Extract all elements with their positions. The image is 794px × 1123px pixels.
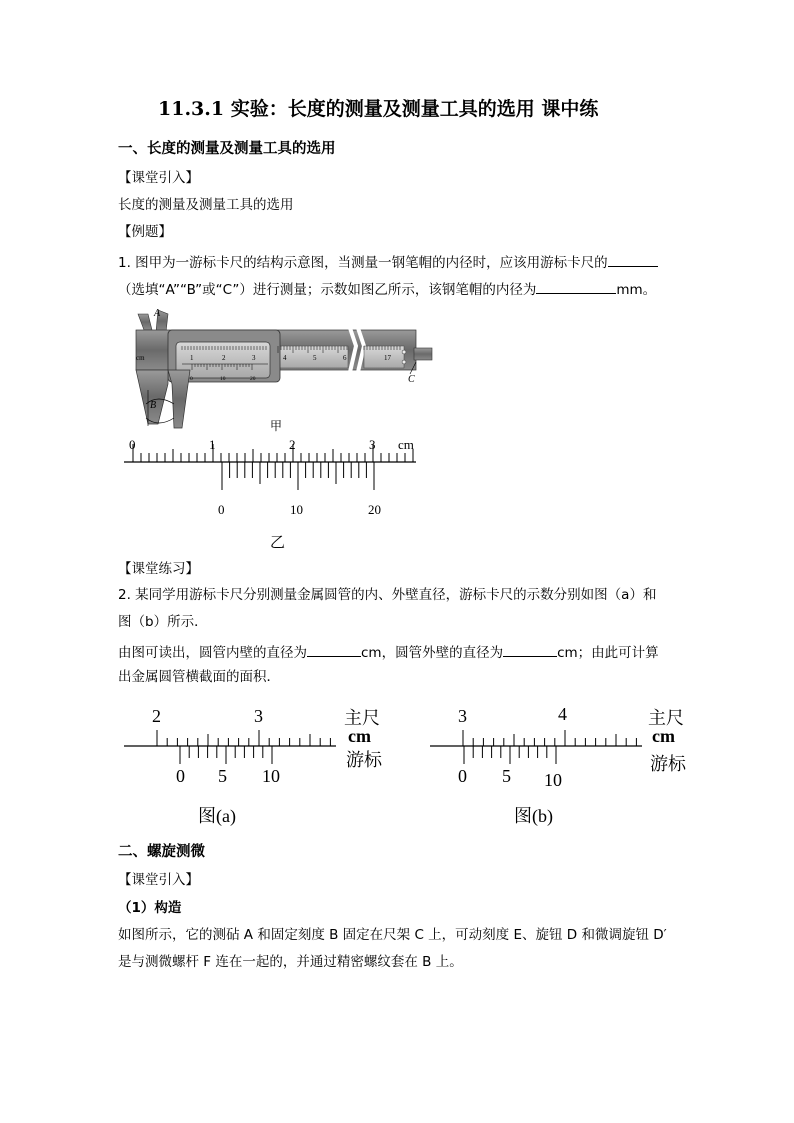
a-zhuchi: 主尺 [344,708,380,728]
tag-intro: 【课堂引入】 [118,170,199,186]
q2-line4: 出金属圆管横截面的面积． [118,669,280,685]
depth-rod [414,348,432,360]
a-label-3: 3 [254,706,263,726]
b-label-3: 3 [458,706,467,726]
q2-blank-2[interactable] [503,644,557,657]
page-title: 11.3.1 实验：长度的测量及测量工具的选用 课中练 [158,98,599,120]
figure-a-scale [118,700,398,835]
section-heading-1: 一、长度的测量及测量工具的选用 [118,141,336,157]
q1-blank-1[interactable] [608,254,658,267]
a-vlabel-0: 0 [176,766,185,786]
b-vernier-scale [464,746,556,764]
jia-vlabel-10: 10 [220,376,226,382]
b-main-scale [430,730,642,746]
b-zhuchi: 主尺 [648,708,684,728]
yi-vlabel-20: 20 [368,502,381,517]
sub-heading-structure: （1）构造 [118,900,182,916]
b-vlabel-10: 10 [544,770,562,790]
jia-label-2: 2 [222,354,226,362]
fig-yi-caption: 乙 [270,533,286,551]
lower-jaw-fixed [136,370,168,424]
yi-label-2: 2 [289,437,296,452]
q1-line2-text: （选填“A”“B”或“C”）进行测量；示数如图乙所示，该钢笔帽的内径为 [118,282,537,298]
jia-letter-B: B [150,400,157,411]
struct-line-1: 如图所示，它的测砧 A 和固定刻度 B 固定在尺架 C 上，可动刻度 E、旋钮 D 和微调旋钮 D′ [118,927,667,943]
figure-yi-scale [118,432,428,522]
jia-letter-A: A [154,308,161,319]
jia-label-4: 4 [283,354,287,362]
b-label-4: 4 [558,704,567,724]
intro-text: 长度的测量及测量工具的选用 [118,197,294,213]
q1-line2 [118,281,656,298]
a-youbiao: 游标 [346,750,382,770]
tag-intro-2: 【课堂引入】 [118,872,199,888]
a-vernier-scale [180,746,272,764]
b-youbiao: 游标 [650,754,686,774]
jia-label-17: 17 [384,354,391,362]
jia-label-1: 1 [190,354,194,362]
jia-label-cm: cm [136,354,145,362]
tag-example: 【例题】 [118,224,172,240]
b-vlabel-5: 5 [502,766,511,786]
yi-label-3: 3 [369,437,376,452]
a-main-scale [124,730,336,746]
yi-label-0: 0 [129,437,136,452]
section-heading-2: 二、螺旋测微 [118,844,205,860]
q2-line3-a: 由图可读出，圆管内壁的直径为 [118,645,307,661]
q2-blank-1[interactable] [307,644,361,657]
b-vlabel-0: 0 [458,766,467,786]
a-vlabel-5: 5 [218,766,227,786]
a-vlabel-10: 10 [262,766,280,786]
a-cm: cm [348,726,371,746]
q1-line1 [118,254,658,271]
fig-jia-caption: 甲 [270,419,283,433]
b-caption: 图(b) [514,806,553,826]
jia-letter-C: C [408,374,415,385]
yi-vlabel-10: 10 [290,502,303,517]
a-caption: 图(a) [198,806,236,826]
upper-jaw-fixed [138,314,152,330]
yi-vlabel-0: 0 [218,502,225,517]
figure-jia-caliper [118,306,438,436]
jia-label-3: 3 [252,354,256,362]
q1-unit: mm。 [616,282,657,298]
yi-unit: cm [398,437,414,452]
q1-line1-text: 1. 图甲为一游标卡尺的结构示意图，当测量一钢笔帽的内径时，应该用游标卡尺的 [118,255,608,271]
q2-line2: 图（b）所示． [118,614,208,630]
b-cm: cm [652,726,675,746]
q2-line3-c: cm；由此可计算 [557,645,659,661]
jia-label-5: 5 [313,354,317,362]
tag-practice: 【课堂练习】 [118,561,199,577]
a-label-2: 2 [152,706,161,726]
jia-vlabel-20: 20 [250,376,256,382]
q2-line3-b: cm，圆管外壁的直径为 [361,645,504,661]
q2-line3 [118,644,659,661]
jia-vlabel-0: 0 [190,376,193,382]
yi-vernier-scale [218,462,376,490]
struct-line-2: 是与测微螺杆 F 连在一起的，并通过精密螺纹套在 B 上。 [118,954,463,970]
jia-label-6: 6 [343,354,347,362]
q2-line1: 2. 某同学用游标卡尺分别测量金属圆管的内、外壁直径，游标卡尺的示数分别如图（a）和 [118,587,657,603]
yi-label-1: 1 [209,437,216,452]
q1-blank-2[interactable] [536,281,616,294]
figure-b-scale [424,700,704,835]
